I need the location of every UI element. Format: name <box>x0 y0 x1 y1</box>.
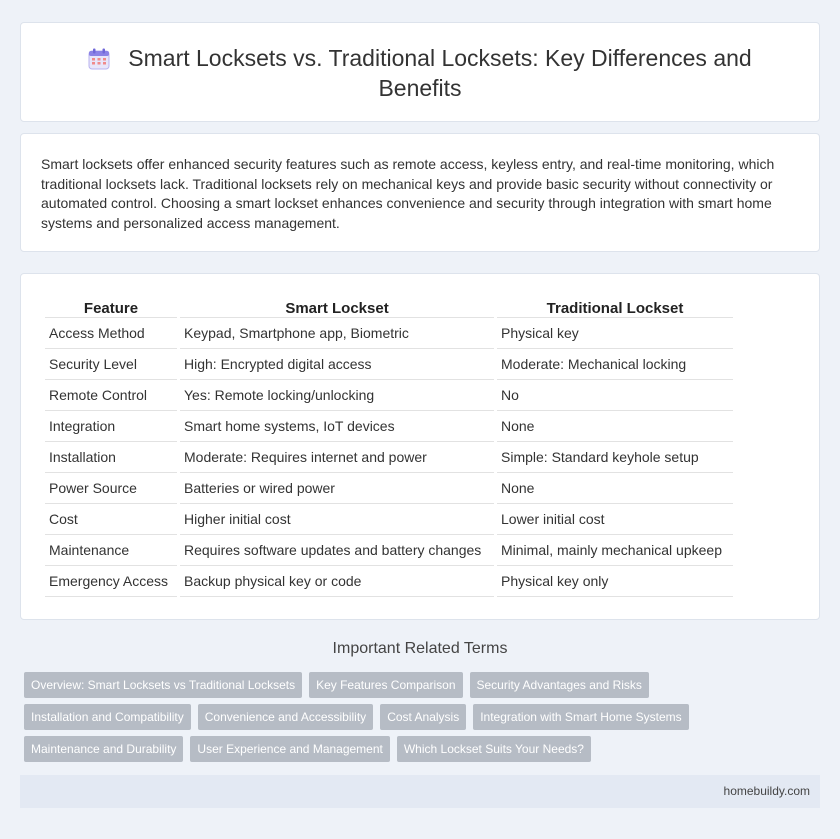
smart-lockset-cell: Keypad, Smartphone app, Biometric <box>180 318 494 349</box>
calendar-icon <box>88 48 110 70</box>
page-title: Smart Locksets vs. Traditional Locksets: Key Differences and Benefits <box>128 45 752 101</box>
related-terms-row <box>24 736 591 762</box>
traditional-lockset-cell: Physical key only <box>497 566 733 597</box>
related-term-tag[interactable]: Convenience and Accessibility <box>198 704 373 730</box>
feature-cell: Maintenance <box>45 535 177 566</box>
table-row <box>45 535 733 566</box>
table-row <box>45 566 733 597</box>
related-term-tag[interactable]: User Experience and Management <box>190 736 389 762</box>
table-row <box>45 318 733 349</box>
feature-cell: Access Method <box>45 318 177 349</box>
comparison-table-card <box>20 273 820 620</box>
traditional-lockset-cell: Physical key <box>497 318 733 349</box>
smart-lockset-cell: High: Encrypted digital access <box>180 349 494 380</box>
column-header-smart-lockset: Smart Lockset <box>180 296 494 318</box>
table-header-row <box>45 296 733 318</box>
summary-paragraph: Smart locksets offer enhanced security features such as remote access, keyless entry, and real-time monitoring, which traditional locksets lack. Traditional locksets rely on mechanical keys and provide basic security without connectivity or automated control. Choosing a smart lockset enhances convenience and security through integration with smart home systems and personalized access management. <box>41 156 775 231</box>
table-row <box>45 473 733 504</box>
traditional-lockset-cell: None <box>497 473 733 504</box>
feature-cell: Remote Control <box>45 380 177 411</box>
traditional-lockset-cell: Minimal, mainly mechanical upkeep <box>497 535 733 566</box>
related-term-tag[interactable]: Security Advantages and Risks <box>470 672 649 698</box>
related-term-tag[interactable]: Key Features Comparison <box>309 672 462 698</box>
footer <box>20 775 820 808</box>
smart-lockset-cell: Batteries or wired power <box>180 473 494 504</box>
table-row <box>45 504 733 535</box>
table-row <box>45 349 733 380</box>
traditional-lockset-cell: None <box>497 411 733 442</box>
title-card <box>20 22 820 122</box>
related-term-tag[interactable]: Overview: Smart Locksets vs Traditional Locksets <box>24 672 302 698</box>
title-wrap <box>21 43 819 103</box>
related-term-tag[interactable]: Which Lockset Suits Your Needs? <box>397 736 591 762</box>
traditional-lockset-cell: Moderate: Mechanical locking <box>497 349 733 380</box>
traditional-lockset-cell: Lower initial cost <box>497 504 733 535</box>
footer-site-link[interactable]: homebuildy.com <box>723 784 810 798</box>
related-term-tag[interactable]: Installation and Compatibility <box>24 704 191 730</box>
smart-lockset-cell: Requires software updates and battery changes <box>180 535 494 566</box>
feature-cell: Cost <box>45 504 177 535</box>
traditional-lockset-cell: Simple: Standard keyhole setup <box>497 442 733 473</box>
feature-cell: Installation <box>45 442 177 473</box>
comparison-table <box>42 296 736 597</box>
feature-cell: Security Level <box>45 349 177 380</box>
feature-cell: Integration <box>45 411 177 442</box>
smart-lockset-cell: Backup physical key or code <box>180 566 494 597</box>
column-header-feature: Feature <box>45 296 177 318</box>
related-terms-row <box>24 704 689 730</box>
smart-lockset-cell: Yes: Remote locking/unlocking <box>180 380 494 411</box>
related-terms-row <box>24 672 649 698</box>
table-row <box>45 442 733 473</box>
smart-lockset-cell: Smart home systems, IoT devices <box>180 411 494 442</box>
related-term-tag[interactable]: Maintenance and Durability <box>24 736 183 762</box>
table-row <box>45 411 733 442</box>
smart-lockset-cell: Moderate: Requires internet and power <box>180 442 494 473</box>
feature-cell: Emergency Access <box>45 566 177 597</box>
related-term-tag[interactable]: Integration with Smart Home Systems <box>473 704 688 730</box>
related-terms-title: Important Related Terms <box>332 640 508 657</box>
traditional-lockset-cell: No <box>497 380 733 411</box>
feature-cell: Power Source <box>45 473 177 504</box>
column-header-traditional-lockset: Traditional Lockset <box>497 296 733 318</box>
smart-lockset-cell: Higher initial cost <box>180 504 494 535</box>
table-row <box>45 380 733 411</box>
related-term-tag[interactable]: Cost Analysis <box>380 704 466 730</box>
summary-card <box>20 133 820 252</box>
